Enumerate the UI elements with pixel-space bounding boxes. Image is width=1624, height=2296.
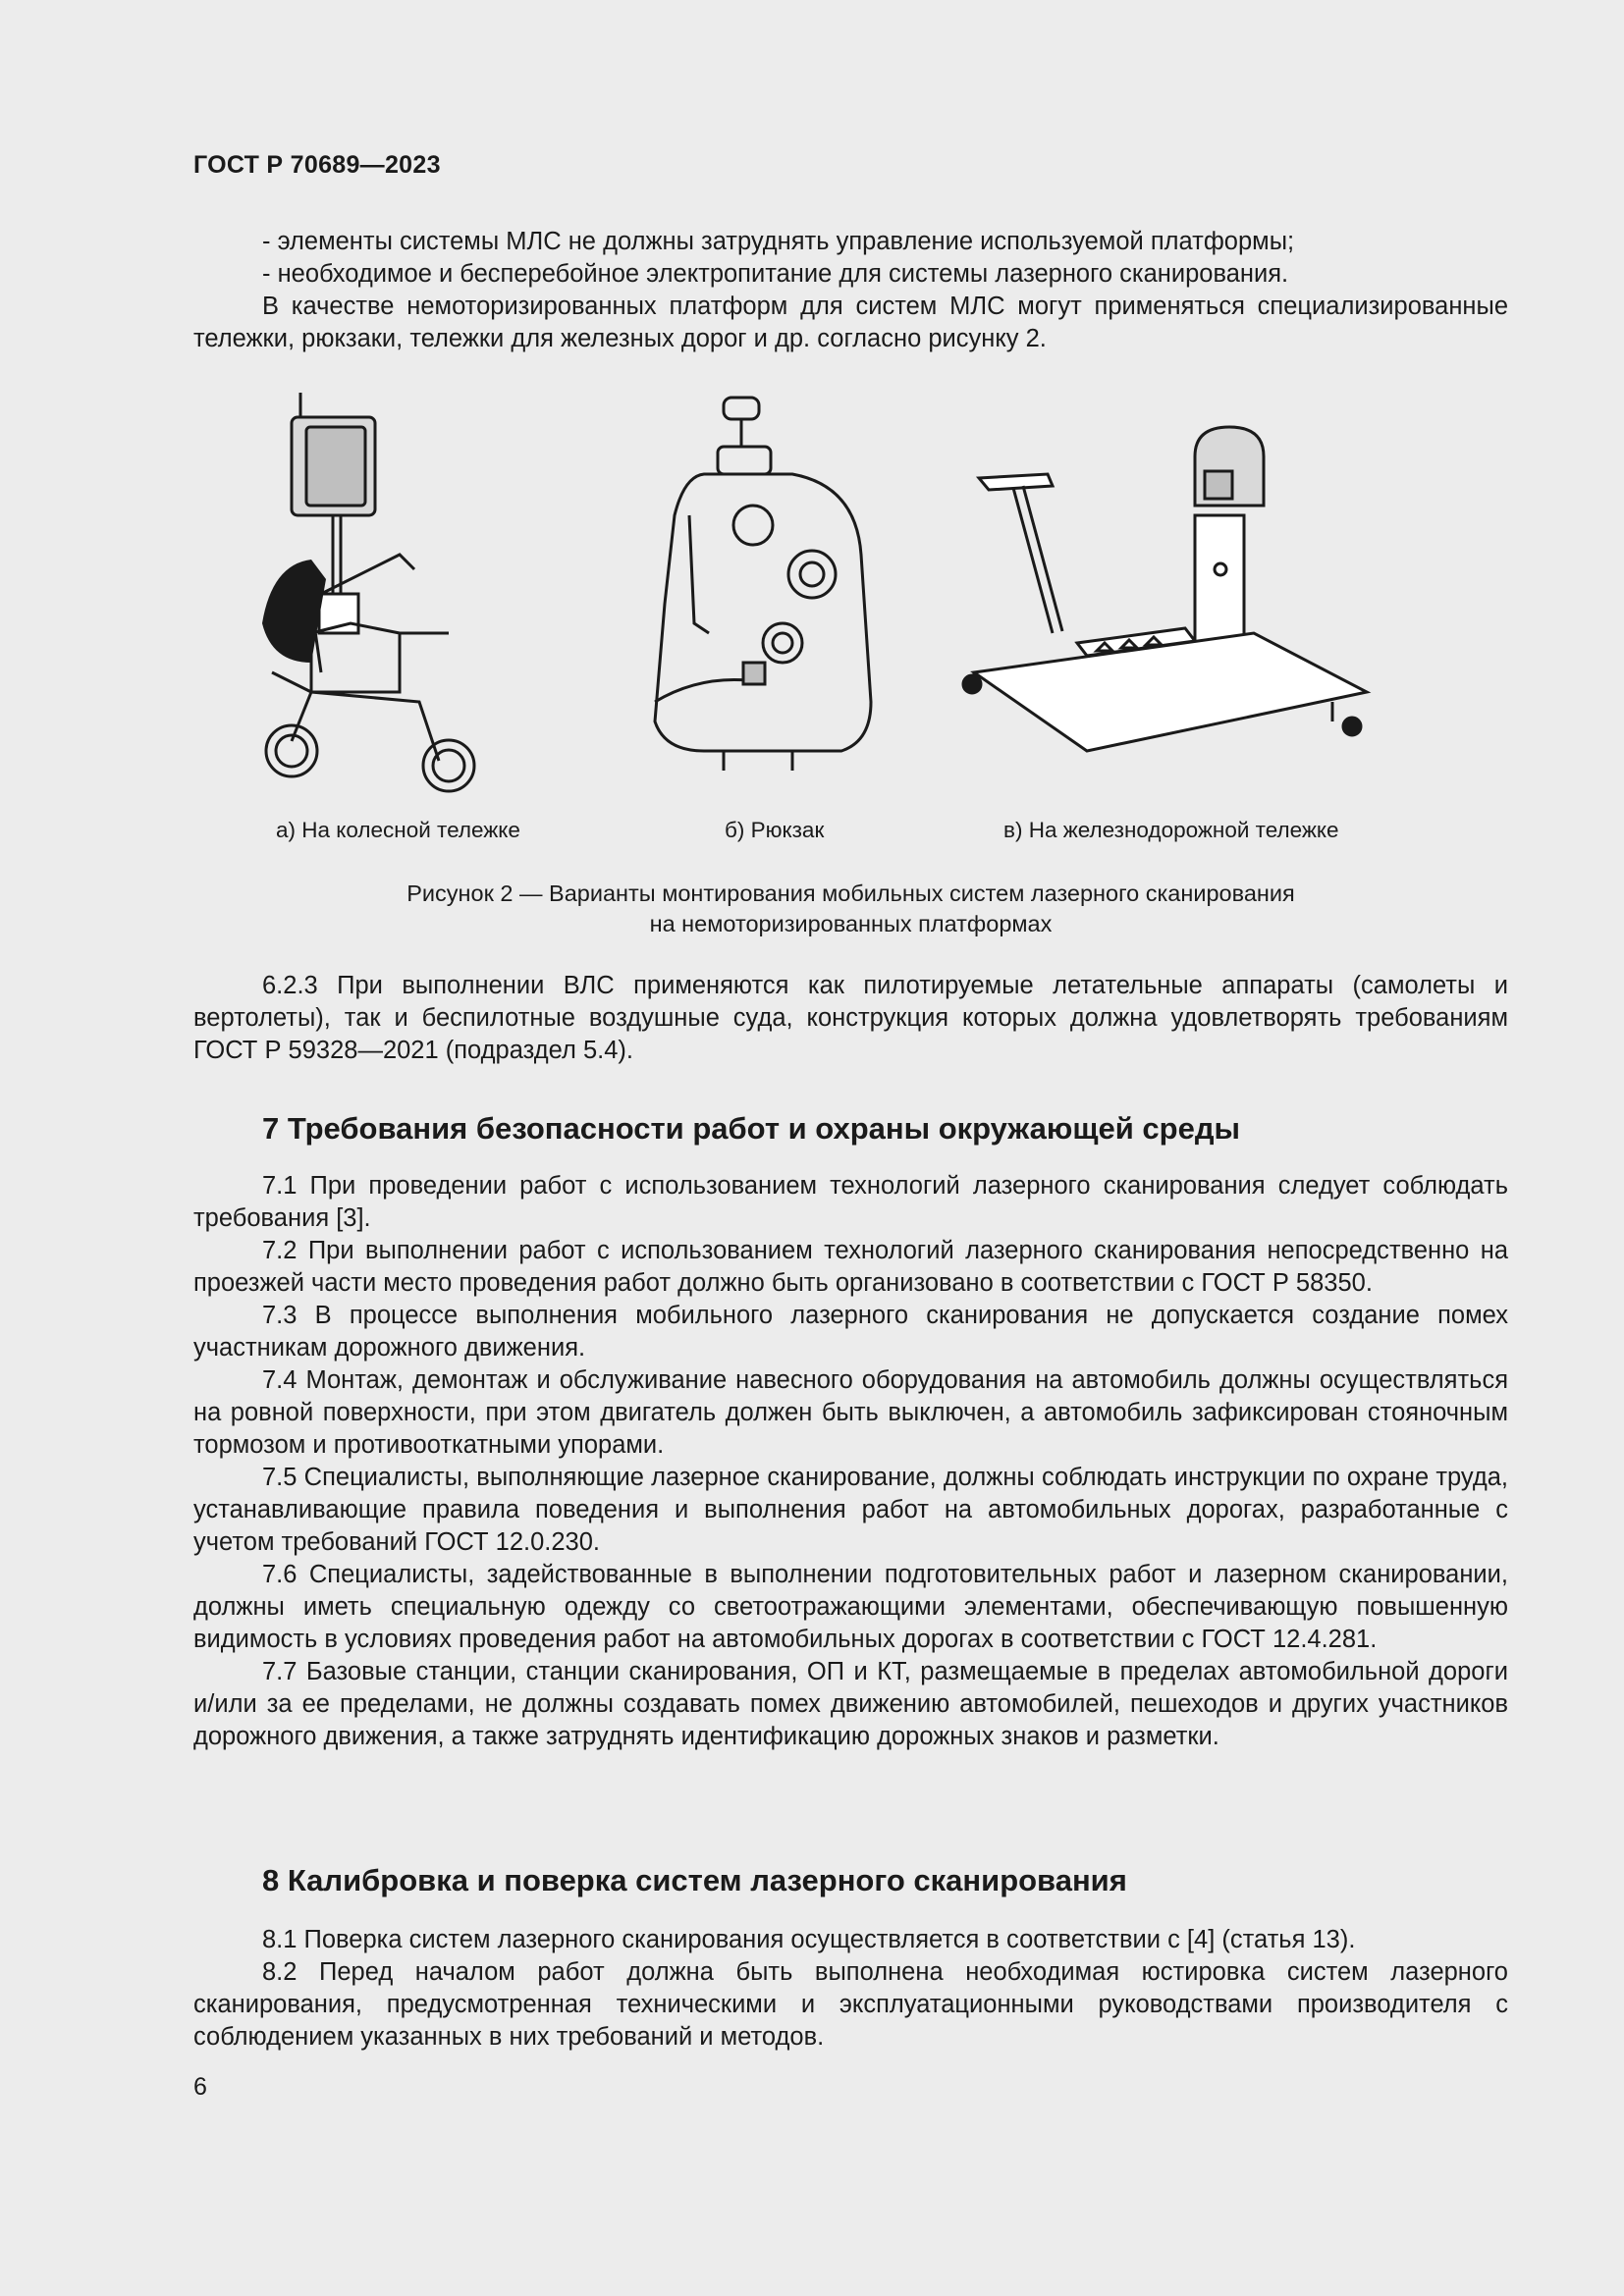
backpack-illustration (645, 378, 900, 800)
paragraph: 7.1 При проведении работ с использованием технологий лазерного сканирования следует соблюдать требования [3]. (193, 1172, 1508, 1232)
section-8-body (193, 1924, 1508, 2054)
paragraph: 7.3 В процессе выполнения мобильного лазерного сканирования не допускается создание помех участникам дорожного движения. (193, 1302, 1508, 1362)
paragraph: 7.7 Базовые станции, станции сканирования, ОП и КТ, размещаемые в пределах автомобильной дороги и/или за ее пределами, не должны создавать помех движению автомобилей, пешеходов и других участников дорожного движения, а также затруднять идентификацию дорожных знаков и разметки. (193, 1658, 1508, 1750)
caption-line: на немоторизированных платформах (649, 911, 1053, 936)
document-header: ГОСТ Р 70689—2023 (193, 151, 441, 179)
paragraph: 7.4 Монтаж, демонтаж и обслуживание навесного оборудования на автомобиль должны осуществляться на ровной поверхности, при этом двигатель должен быть выключен, а автомобиль зафиксирован стояночным тормозом и противооткатными упорами. (193, 1366, 1508, 1459)
paragraph-6-2-3: 6.2.3 При выполнении ВЛС применяются как пилотируемые летательные аппараты (самолеты и вертолеты), так и беспилотные воздушные суда, конструкция которых должна удовлетворять требованиям ГОСТ Р 59328—2021 (подраздел 5.4). (193, 972, 1508, 1064)
list-item: - необходимое и бесперебойное электропитание для системы лазерного сканирования. (262, 260, 1289, 288)
list-item: - элементы системы МЛС не должны затруднять управление используемой платформы; (262, 228, 1295, 255)
section-7-body (193, 1170, 1508, 1753)
subcaption-a: а) На колесной тележке (276, 818, 520, 842)
subcaption-b: б) Рюкзак (725, 818, 825, 842)
section-7-heading: 7 Требования безопасности работ и охраны окружающей среды (262, 1111, 1240, 1146)
paragraph: 7.2 При выполнении работ с использованием технологий лазерного сканирования непосредственно на проезжей части место проведения работ должно быть организовано в соответствии с ГОСТ Р 58350. (193, 1237, 1508, 1297)
intro-block (193, 226, 1508, 355)
paragraph: 7.6 Специалисты, задействованные в выполнении подготовительных работ и лазерном сканировании, должны иметь специальную одежду со светоотражающими элементами, обеспечивающую повышенную видимость в условиях проведения работ на автомобильных дорогах в соответствии с ГОСТ 12.4.281. (193, 1561, 1508, 1653)
paragraph-6-2-3-block (193, 970, 1508, 1067)
trolley-illustration (252, 378, 567, 800)
railway-trolley-illustration (959, 378, 1450, 800)
section-8-heading: 8 Калибровка и поверка систем лазерного сканирования (262, 1863, 1127, 1897)
figure-caption (193, 879, 1508, 939)
caption-line: Рисунок 2 — Варианты монтирования мобильных систем лазерного сканирования (406, 881, 1295, 906)
intro-paragraph: В качестве немоторизированных платформ для систем МЛС могут применяться специализированные тележки, рюкзаки, тележки для железных дорог и др. согласно рисунку 2. (193, 293, 1508, 352)
figure-2 (193, 378, 1508, 849)
paragraph: 7.5 Специалисты, выполняющие лазерное сканирование, должны соблюдать инструкции по охране труда, устанавливающие правила поведения и выполнения работ на автомобильных дорогах, разработанные с учетом требований ГОСТ 12.0.230. (193, 1464, 1508, 1556)
page-number: 6 (193, 2073, 207, 2101)
subcaption-c: в) На железнодорожной тележке (1003, 818, 1339, 842)
paragraph: 8.2 Перед началом работ должна быть выполнена необходимая юстировка систем лазерного сканирования, предусмотренная техническими и эксплуатационными руководствами производителя с соблюдением указанных в них требований и методов. (193, 1958, 1508, 2051)
paragraph: 8.1 Поверка систем лазерного сканирования осуществляется в соответствии с [4] (статья 13). (262, 1926, 1356, 1953)
